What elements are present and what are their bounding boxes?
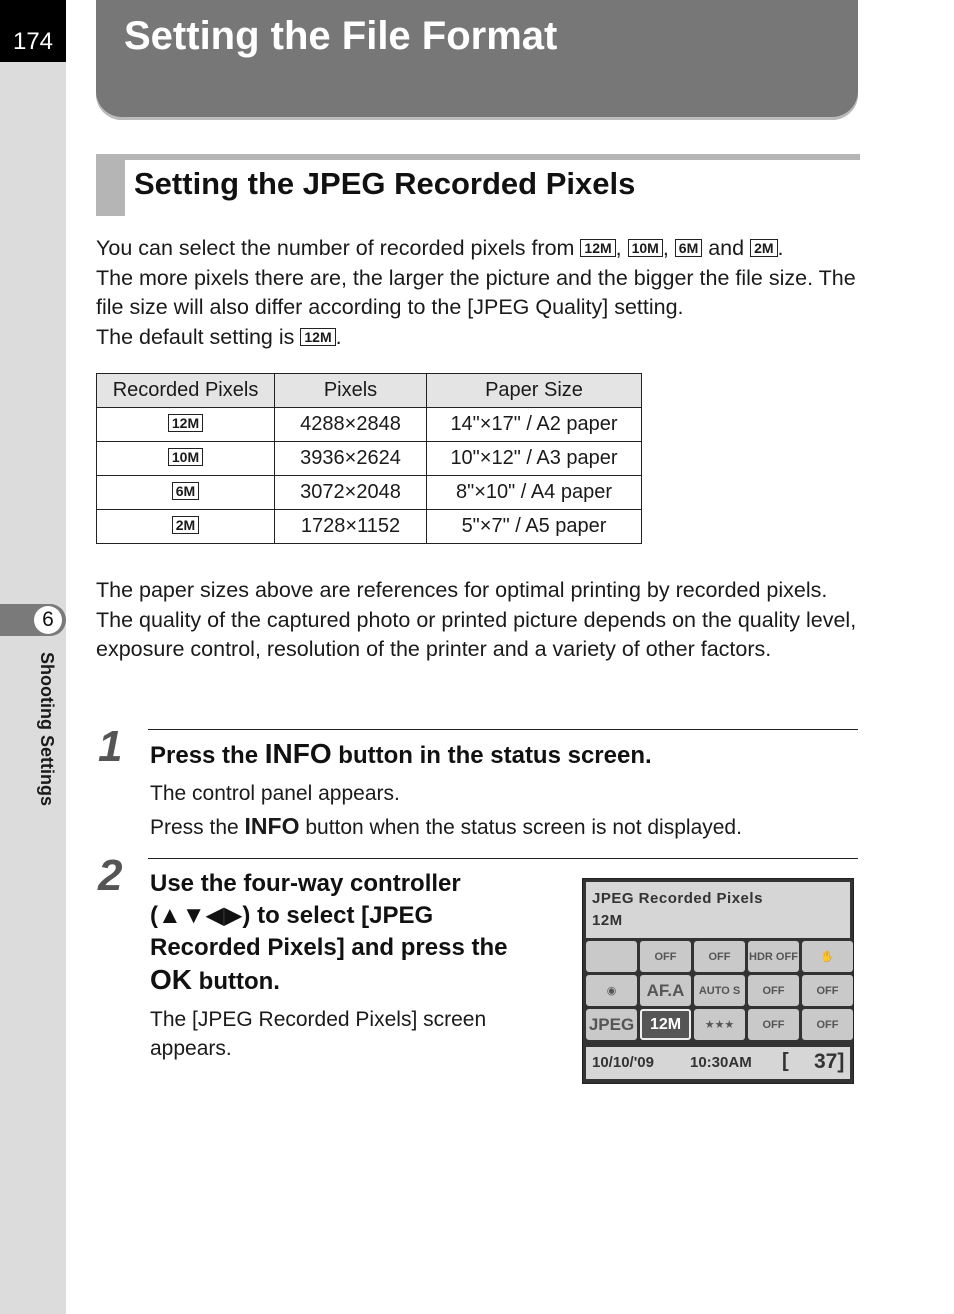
cell-pixels: 4288×2848	[275, 408, 427, 442]
section-title: Setting the JPEG Recorded Pixels	[134, 166, 636, 201]
shake-reduction-icon: ✋	[802, 941, 853, 972]
info-key: INFO	[244, 813, 300, 839]
step2-title-l4: button.	[192, 968, 280, 995]
header-recorded-pixels: Recorded Pixels	[97, 374, 275, 408]
cell-paper: 10"×12" / A3 paper	[427, 442, 642, 476]
step2-title	[150, 868, 570, 998]
step2-title-l2: (▲▼◀▶) to select [JPEG	[150, 902, 434, 929]
pixels-6m-icon: 6M	[675, 239, 702, 257]
chapter-name: Shooting Settings	[37, 652, 57, 806]
section-block	[96, 154, 125, 216]
step2-line2: appears.	[150, 1037, 232, 1060]
header-paper-size: Paper Size	[427, 374, 642, 408]
hdr-icon: HDR OFF	[748, 941, 799, 972]
step2-rule	[148, 858, 858, 859]
step2-number: 2	[98, 851, 123, 900]
cell-icon	[97, 510, 275, 544]
distortion-correction-icon: OFF	[748, 1009, 799, 1040]
intro-text-2: The more pixels there are, the larger the picture and the bigger the file size. The file size will also differ according to the [JPEG Quality] setting.	[96, 265, 856, 319]
cell-pixels: 1728×1152	[275, 510, 427, 544]
section-rule	[96, 154, 860, 160]
cell-pixels: 3072×2048	[275, 476, 427, 510]
info-key: INFO	[264, 738, 332, 769]
lcd-grid	[586, 941, 850, 1040]
step1-title-a: Press the	[150, 742, 265, 769]
step2-line1: The [JPEG Recorded Pixels] screen	[150, 1008, 487, 1031]
noise-reduction-icon: OFF	[748, 975, 799, 1006]
intro-text-1: You can select the number of recorded pixels from	[96, 236, 581, 260]
lcd-heading: JPEG Recorded Pixels	[592, 890, 763, 907]
note-paragraph: The paper sizes above are references for optimal printing by recorded pixels. The quality of the captured photo or printed picture depends on the quality level, exposure control, resolution of the printer and a variety of other factors.	[96, 578, 857, 661]
step1-title	[150, 738, 652, 770]
cell-icon	[97, 408, 275, 442]
step1-line2	[150, 813, 742, 840]
page-title: Setting the File Format	[124, 14, 558, 58]
pixels-12m-icon: 12M	[300, 328, 335, 346]
cell-pixels: 3936×2624	[275, 442, 427, 476]
lcd-time: 10:30AM	[690, 1054, 752, 1071]
lateral-chromatic-icon: OFF	[802, 1009, 853, 1040]
step2-title-l3: Recorded Pixels] and press the	[150, 934, 508, 961]
intro-end: .	[777, 236, 784, 260]
metering-icon: ◉	[586, 975, 637, 1006]
pixels-10m-icon: 10M	[628, 239, 663, 257]
step1-rule	[148, 729, 858, 730]
table-row	[97, 442, 642, 476]
header-pixels: Pixels	[275, 374, 427, 408]
pixels-6m-icon: 6M	[172, 482, 199, 500]
high-iso-nr-icon: OFF	[802, 975, 853, 1006]
table-row	[97, 408, 642, 442]
page-number: 174	[0, 0, 66, 62]
pixels-12m-icon: 12M	[580, 239, 615, 257]
lcd-value: 12M	[592, 912, 623, 929]
pixels-10m-icon: 10M	[168, 448, 203, 466]
recorded-pixels-icon: 12M	[640, 1009, 691, 1040]
step2-text	[150, 1005, 486, 1063]
pixels-12m-icon: 12M	[168, 414, 203, 432]
pixels-table	[96, 373, 642, 544]
step1-line2-a: Press the	[150, 816, 245, 839]
step2-title-l1: Use the four-way controller	[150, 870, 461, 897]
intro-sep: ,	[615, 236, 628, 260]
step1-title-b: button in the status screen.	[331, 742, 652, 769]
lcd-footer	[586, 1047, 850, 1079]
table-header-row	[97, 374, 642, 408]
intro-end: .	[335, 324, 342, 349]
lcd-header	[586, 882, 850, 938]
intro-text-3: The default setting is	[96, 324, 301, 349]
d-range-icon: OFF	[694, 941, 745, 972]
jpeg-quality-icon: ★★★	[694, 1009, 745, 1040]
step1-line2-b: button when the status screen is not displayed.	[299, 816, 742, 839]
af-point-icon: AUTO S	[694, 975, 745, 1006]
cell-paper: 8"×10" / A4 paper	[427, 476, 642, 510]
digital-filter-icon: OFF	[640, 941, 691, 972]
cell-paper: 5"×7" / A5 paper	[427, 510, 642, 544]
table-row	[97, 510, 642, 544]
chapter-number: 6	[34, 606, 62, 634]
control-panel-screen	[582, 878, 854, 1084]
lcd-shot-count: 37]	[814, 1050, 845, 1073]
af-mode-icon: AF.A	[640, 975, 691, 1006]
file-format-icon: JPEG	[586, 1009, 637, 1040]
custom-image-icon	[586, 941, 637, 972]
intro-sep: ,	[662, 236, 675, 260]
cell-icon	[97, 442, 275, 476]
intro-paragraph	[96, 234, 866, 352]
table-row	[97, 476, 642, 510]
cell-icon	[97, 476, 275, 510]
cell-paper: 14"×17" / A2 paper	[427, 408, 642, 442]
pixels-2m-icon: 2M	[172, 516, 199, 534]
lcd-bracket: [	[782, 1050, 789, 1072]
lcd-date: 10/10/'09	[592, 1054, 654, 1071]
step1-number: 1	[98, 722, 123, 771]
ok-key: OK	[150, 964, 192, 995]
pixels-2m-icon: 2M	[750, 239, 777, 257]
intro-and: and	[702, 236, 751, 260]
step1-line1: The control panel appears.	[150, 782, 400, 805]
